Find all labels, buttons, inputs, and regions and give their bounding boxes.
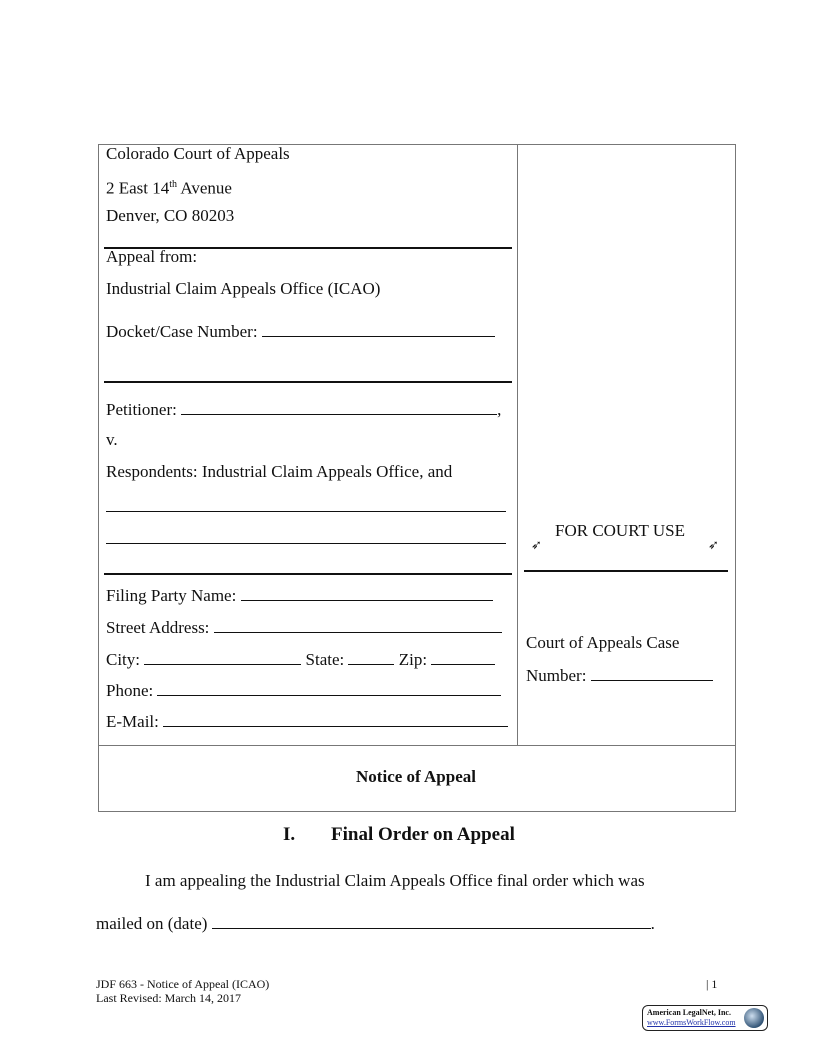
court-use-label: FOR COURT USE (555, 521, 685, 540)
filing-name-field[interactable]: Filing Party Name: (106, 584, 493, 607)
footer-revised: Last Revised: March 14, 2017 (96, 991, 241, 1005)
court-street: 2 East 14th Avenue (106, 178, 232, 198)
city-state-zip-field[interactable]: City: State: Zip: (106, 648, 495, 671)
body-line-1: I am appealing the Industrial Claim Appeals Office final order which was (145, 871, 645, 890)
document-title: Notice of Appeal (356, 767, 476, 786)
respondent-line-2[interactable] (106, 543, 506, 544)
page-number: | 1 (706, 977, 718, 991)
row-divider (98, 745, 735, 746)
appeal-from-label: Appeal from: (106, 247, 198, 266)
date-field[interactable]: mailed on (date) . (96, 914, 655, 933)
respondents: Respondents: Industrial Claim Appeals Office, and (106, 462, 453, 481)
docket-field[interactable]: Docket/Case Number: (106, 320, 495, 343)
email-field[interactable]: E-Mail: (106, 710, 508, 733)
court-use-divider (524, 570, 728, 572)
versus: v. (106, 430, 118, 449)
case-number-field[interactable]: Number: (526, 664, 713, 687)
arrow-icon: ➶ (531, 537, 542, 552)
footer-form: JDF 663 - Notice of Appeal (ICAO) (96, 977, 270, 991)
logo-url[interactable]: www.FormsWorkFlow.com (647, 1018, 736, 1027)
court-name: Colorado Court of Appeals (106, 144, 290, 163)
case-number-label: Court of Appeals Case (526, 633, 680, 652)
street-field[interactable]: Street Address: (106, 616, 502, 639)
globe-icon (744, 1008, 764, 1028)
section-divider (104, 573, 512, 575)
section-divider (104, 381, 512, 383)
logo-company: American LegalNet, Inc. (647, 1008, 731, 1017)
section-number: I. (283, 824, 296, 845)
appeal-agency: Industrial Claim Appeals Office (ICAO) (106, 279, 381, 298)
petitioner-field[interactable]: Petitioner: , (106, 400, 502, 419)
phone-field[interactable]: Phone: (106, 679, 501, 702)
court-city: Denver, CO 80203 (106, 206, 235, 225)
publisher-logo (642, 1005, 768, 1031)
arrow-icon: ➶ (708, 537, 719, 552)
column-divider (517, 144, 518, 745)
respondent-line-1[interactable] (106, 511, 506, 512)
section-heading: Final Order on Appeal (331, 824, 515, 845)
